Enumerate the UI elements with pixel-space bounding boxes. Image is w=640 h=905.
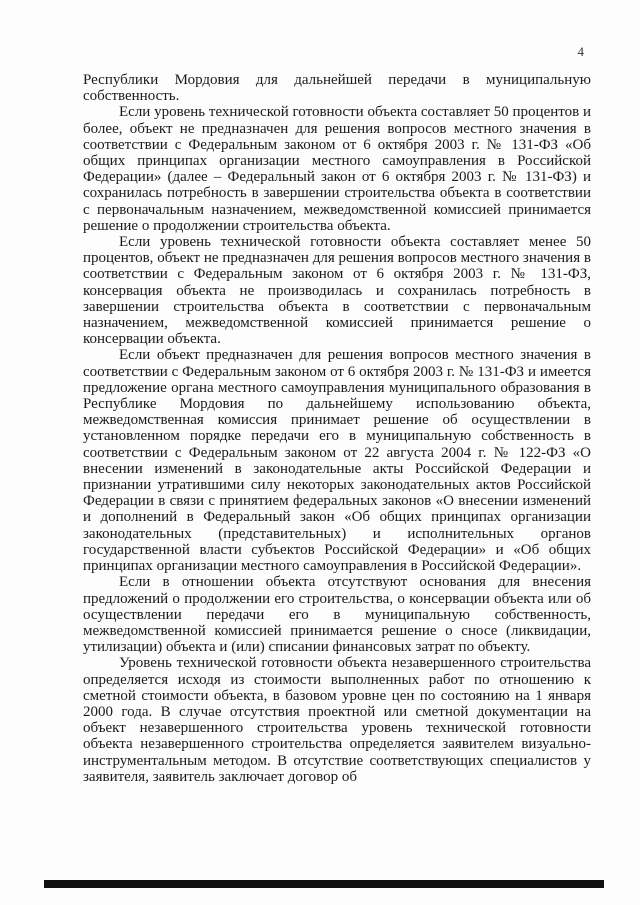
paragraph: Уровень технической готовности объекта незавершенного строительства определяется исходя из стоимости выполненных работ по отношению к сметной стоимости объекта, в базовом уровне цен по состоянию на 1 января 2000 года. В случае отсутствия проектной или сметной документации на объект незавершенного строительства уровень технической готовности объекта незавершенного строительства определяется заявителем визуально-инструментальным методом. В отсутствие соответствующих специалистов у заявителя, заявитель заключает договор об bbox=[83, 655, 591, 785]
paragraph: Если объект предназначен для решения вопросов местного значения в соответствии с Федеральным законом от 6 октября 2003 г. № 131-ФЗ и имеется предложение органа местного самоуправления муниципального образования в Республике Мордовия по дальнейшему использованию объекта, межведомственная комиссия принимает решение об осуществлении в установленном порядке передачи его в муниципальную собственность в соответствии с Федеральным законом от 22 августа 2004 г. № 122-ФЗ «О внесении изменений в законодательные акты Российской Федерации и признании утратившими силу некоторых законодательных актов Российской Федерации в связи с принятием федеральных законов «О внесении изменений и дополнений в Федеральный закон «Об общих принципах организации законодательных (представительных) и исполнительных органов государственной власти субъектов Российской Федерации» и «Об общих принципах организации местного самоуправления в Российской Федерации». bbox=[83, 347, 591, 575]
paragraph: Если уровень технической готовности объекта составляет менее 50 процентов, объект не предназначен для решения вопросов местного значения в соответствии с Федеральным законом от 6 октября 2003 г. № 131-ФЗ, консервация объекта не производилась и сохранилась потребность в завершении строительства объекта в соответствии с первоначальным назначением, межведомственной комиссией принимается решение о консервации объекта. bbox=[83, 234, 591, 348]
paragraph: Если в отношении объекта отсутствуют основания для внесения предложений о продолжении его строительства, о консервации объекта или об осуществлении передачи его в муниципальную собственность, межведомственной комиссией принимается решение о сносе (ликвидации, утилизации) объекта и (или) списании финансовых затрат по объекту. bbox=[83, 574, 591, 656]
page-number: 4 bbox=[577, 44, 584, 59]
scan-edge-bar bbox=[44, 880, 604, 888]
document-body bbox=[83, 72, 591, 785]
paragraph-continuation: Республики Мордовия для дальнейшей передачи в муниципальную собственность. bbox=[83, 72, 591, 105]
paragraph: Если уровень технической готовности объекта составляет 50 процентов и более, объект не предназначен для решения вопросов местного значения в соответствии с Федеральным законом от 6 октября 2003 г. № 131-ФЗ «Об общих принципах организации местного самоуправления в Российской Федерации» (далее – Федеральный закон от 6 октября 2003 г. № 131-ФЗ) и сохранилась потребность в завершении строительства объекта в соответствии с первоначальным назначением, межведомственной комиссией принимается решение о продолжении строительства объекта. bbox=[83, 104, 591, 234]
